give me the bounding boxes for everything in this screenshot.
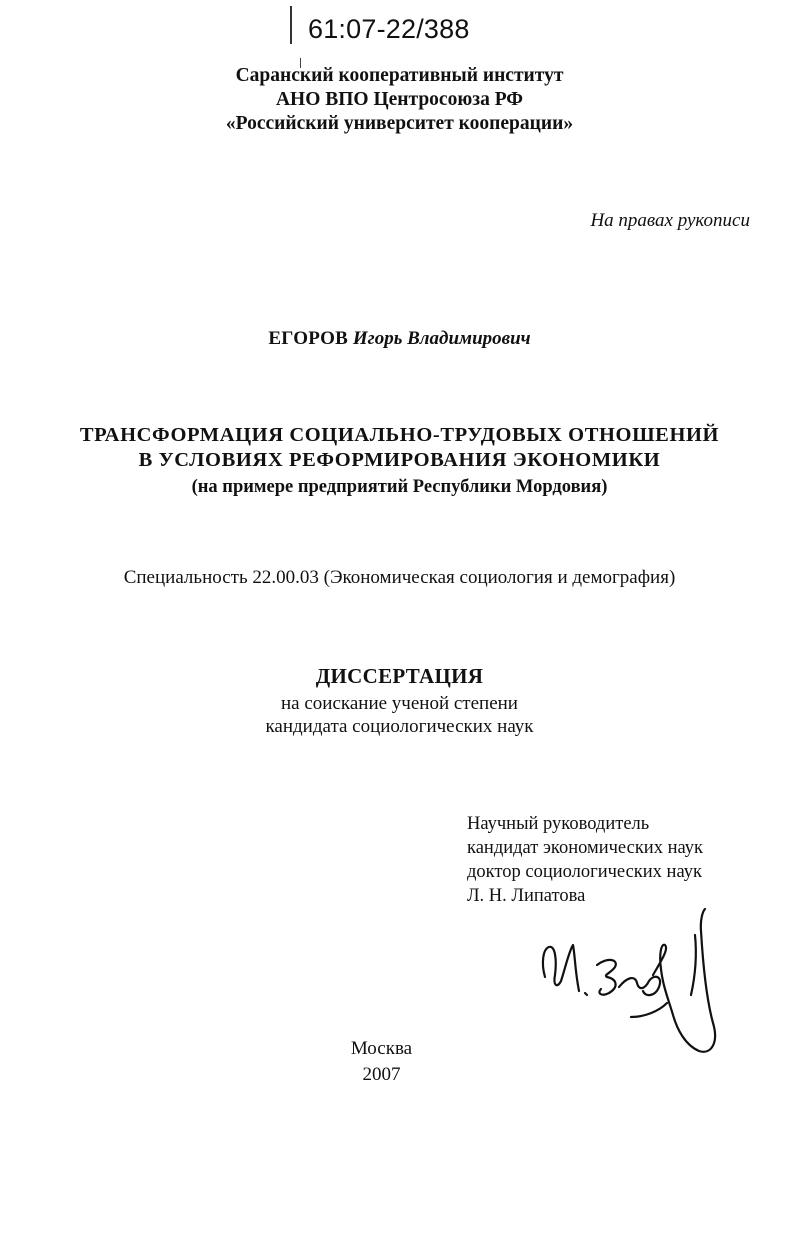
institution-line-3: «Российский университет кооперации» xyxy=(225,113,574,134)
institution-block xyxy=(0,64,799,136)
institution-line-2: АНО ВПО Центросоюза РФ xyxy=(275,89,524,110)
year: 2007 xyxy=(362,1064,401,1085)
manuscript-rights-note: На правах рукописи xyxy=(590,210,750,231)
supervisor-block xyxy=(467,812,703,908)
supervisor-name: Л. Н. Липатова xyxy=(467,886,586,906)
library-stamp-number: 61:07-22/388 xyxy=(308,14,470,44)
title-subtitle: (на примере предприятий Республики Мордовия) xyxy=(191,477,608,497)
degree-line-1: на соискание ученой степени xyxy=(281,693,518,714)
city: Москва xyxy=(350,1038,413,1059)
city-year-block xyxy=(0,1036,781,1088)
specialty-line: Специальность 22.00.03 (Экономическая социология и демография) xyxy=(123,567,676,588)
dissertation-heading: ДИССЕРТАЦИЯ xyxy=(315,664,484,688)
supervisor-line-1: Научный руководитель xyxy=(467,814,650,834)
dissertation-title xyxy=(0,423,799,473)
institution-line-1: Саранский кооперативный институт xyxy=(235,65,564,86)
supervisor-line-3: доктор социологических наук xyxy=(467,862,702,882)
degree-line-2: кандидата социологических наук xyxy=(265,716,534,737)
author-given-names: Игорь Владимирович xyxy=(352,328,531,349)
supervisor-line-2: кандидат экономических наук xyxy=(467,838,703,858)
title-line-2: В УСЛОВИЯХ РЕФОРМИРОВАНИЯ ЭКОНОМИКИ xyxy=(138,449,661,471)
stamp-margin-mark xyxy=(290,6,292,44)
author-name xyxy=(0,328,799,350)
degree-block xyxy=(0,692,799,738)
author-surname: ЕГОРОВ xyxy=(268,328,349,349)
title-line-1: ТРАНСФОРМАЦИЯ СОЦИАЛЬНО-ТРУДОВЫХ ОТНОШЕНИЙ xyxy=(79,424,720,446)
